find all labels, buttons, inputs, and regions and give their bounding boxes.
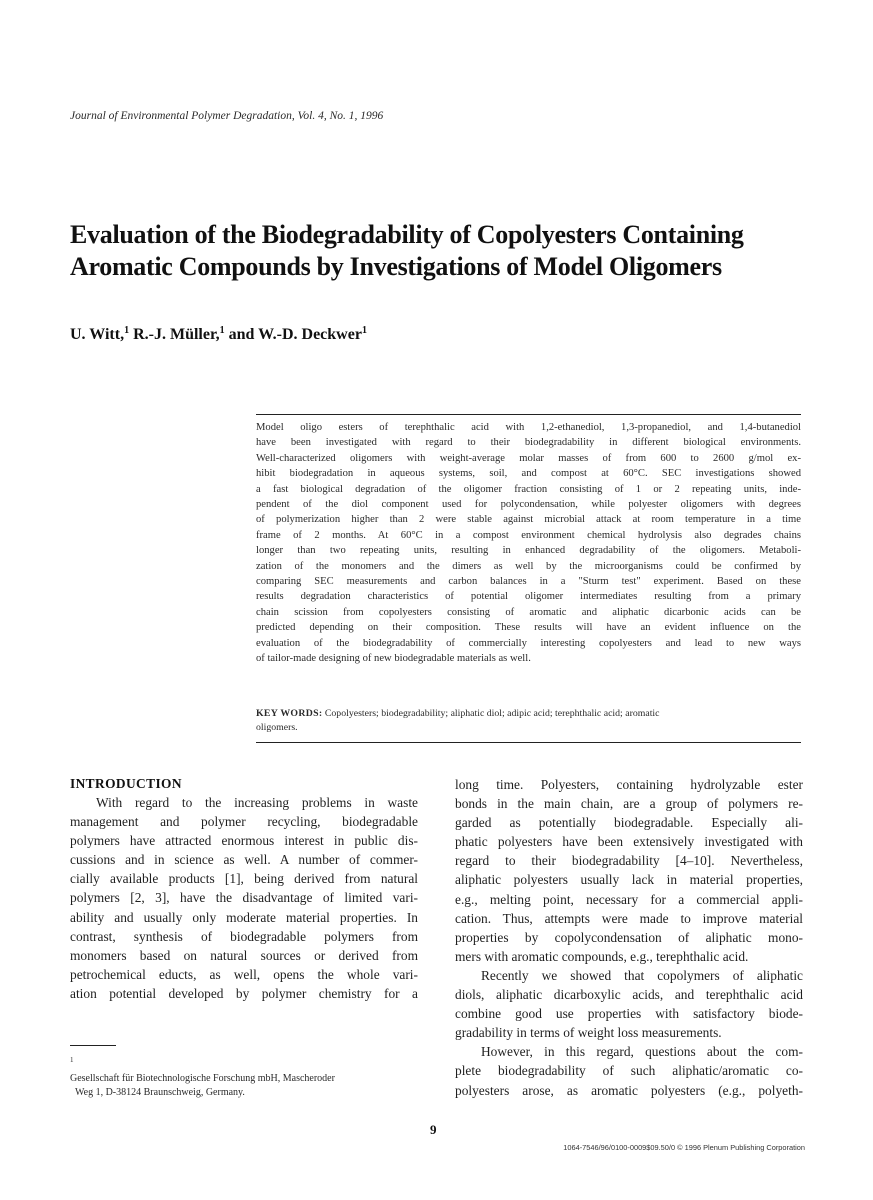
body-line: management and polymer recycling, biodegradable [70,814,418,830]
abstract-line: comparing SEC measurements and carbon balances in a "Sturm test" experiment. Based on these [256,576,801,588]
body-column-left [70,793,418,1003]
body-line: ation potential developed by polymer chemistry for a [70,985,418,1001]
body-line: cussions and in science as well. A number of commer- [70,852,418,868]
body-line: aliphatic polyesters usually lack in material properties, [455,872,803,888]
keywords-label: KEY WORDS: [256,708,323,719]
keywords-text: oligomers. [256,722,298,733]
abstract-line: predicted depending on their composition. These results will have an evident influence on the [256,622,801,634]
abstract-bottom-rule [256,742,801,743]
author-name: U. Witt, [70,326,125,343]
body-line: cially available products [1], being derived from natural [70,871,418,887]
title-line: Evaluation of the Biodegradability of Copolyesters Containing [70,220,744,249]
abstract-line: chain scission from copolyesters consisting of aromatic and aliphatic dicarbonic acids can be [256,606,801,618]
body-line: plete biodegradability of such aliphatic/aromatic co- [455,1063,803,1079]
author-name: R.-J. Müller, [133,326,220,343]
abstract-line: of tailor-made designing of new biodegradable materials as well. [256,653,531,665]
abstract-line: evaluation of the biodegradability of commercially interesting copolyesters and lead to new ways [256,637,801,649]
body-column-right [455,775,803,1100]
footnote-rule [70,1045,116,1046]
body-line: With regard to the increasing problems in waste [96,795,418,810]
keywords-line [256,707,801,721]
body-line: contrast, synthesis of biodegradable polymers from [70,928,418,944]
body-line: monomers based on natural sources or derived from [70,947,418,963]
footnote [70,1053,420,1101]
body-line: ability and usually only moderate material properties. In [70,909,418,925]
footnote-marker: 1 [70,1056,74,1064]
author-list [70,325,367,344]
article-title [70,219,830,283]
copyright-line: 1064-7546/96/0100-0009$09.50/0 © 1996 Plenum Publishing Corporation [563,1143,805,1152]
body-line: Recently we showed that copolymers of aliphatic [481,967,803,983]
abstract-line: longer than two repeating units, resulting in enhanced degradability of the oligomers. Metaboli- [256,545,801,557]
body-line: cation. Thus, attempts were made to improve material [455,910,803,926]
author-name: and W.-D. Deckwer [228,326,362,343]
body-line: polymers have attracted enormous interest in public dis- [70,833,418,849]
abstract-line: Model oligo esters of terephthalic acid with 1,2-ethanediol, 1,3-propanediol, and 1,4-butanediol [256,422,801,433]
footnote-text: Gesellschaft für Biotechnologische Forschung mbH, Mascheroder [70,1072,335,1084]
body-line: petrochemical educts, as well, opens the whole vari- [70,966,418,982]
body-line: diols, aliphatic dicarboxylic acids, and terephthalic acid [455,987,803,1003]
body-line: garded as potentially biodegradable. Especially ali- [455,815,803,831]
abstract-line: zation of the monomers and the dimers as well by the microorganisms could be confirmed by [256,560,801,572]
keywords-text: Copolyesters; biodegradability; aliphatic diol; adipic acid; terephthalic acid; aromatic [324,708,660,719]
body-line: polyesters arose, as aromatic polyesters (e.g., polyeth- [455,1082,803,1098]
title-line: Aromatic Compounds by Investigations of Model Oligomers [70,252,722,281]
abstract-line: of polymerization higher than 2 were stable against microbial attack at room temperature in a time [256,514,801,526]
affiliation-marker: 1 [219,325,225,336]
body-line: phatic polyesters have been extensively investigated with [455,834,803,850]
affiliation-marker: 1 [124,325,130,336]
abstract-top-rule [256,414,801,415]
body-line: bonds in the main chain, are a group of polymers re- [455,796,803,812]
abstract-line: results degradation characteristics of potential oligomer intermediates resulting from a primary [256,591,801,603]
abstract-line: hibit biodegradation in aqueous systems, soil, and compost at 60°C. SEC investigations showed [256,468,801,480]
body-line: polymers [2, 3], have the disadvantage of limited vari- [70,890,418,906]
body-line: long time. Polyesters, containing hydrolyzable ester [455,777,803,792]
body-line: mers with aromatic compounds, e.g., terephthalic acid. [455,948,749,964]
abstract-line: frame of 2 months. At 60°C in a compost environment chemical hydrolysis also degrades chains [256,529,801,541]
affiliation-marker: 1 [361,325,367,336]
abstract-line: pendent of the diol component used for polycondensation, while polyester oligomers with degrees [256,499,801,511]
body-line: e.g., melting point, necessary for a commercial appli- [455,891,803,907]
body-line: properties by copolycondensation of aliphatic mono- [455,929,803,945]
body-line: regard to their biodegradability [4–10]. Nevertheless, [455,853,803,869]
page-number: 9 [430,1122,437,1137]
abstract-line: have been investigated with regard to their biodegradability in different biological environments. [256,437,801,449]
footnote-line: Weg 1, D-38124 Braunschweig, Germany. [75,1087,245,1099]
abstract-line: a fast biological degradation of the oligomer fraction consisting of 1 or 2 repeating units, inde- [256,483,801,495]
body-line: combine good use properties with satisfactory biode- [455,1006,803,1022]
body-line: However, in this regard, questions about the com- [481,1044,803,1060]
body-line: gradability in terms of weight loss measurements. [455,1025,722,1041]
keywords [256,707,801,735]
abstract [256,420,801,667]
section-heading-introduction: INTRODUCTION [70,776,182,791]
footnote-line [70,1053,420,1086]
abstract-line: Well-characterized oligomers with weight-average molar masses of from 600 to 2600 g/mol ex- [256,452,801,464]
journal-citation: Journal of Environmental Polymer Degradation, Vol. 4, No. 1, 1996 [70,110,384,122]
